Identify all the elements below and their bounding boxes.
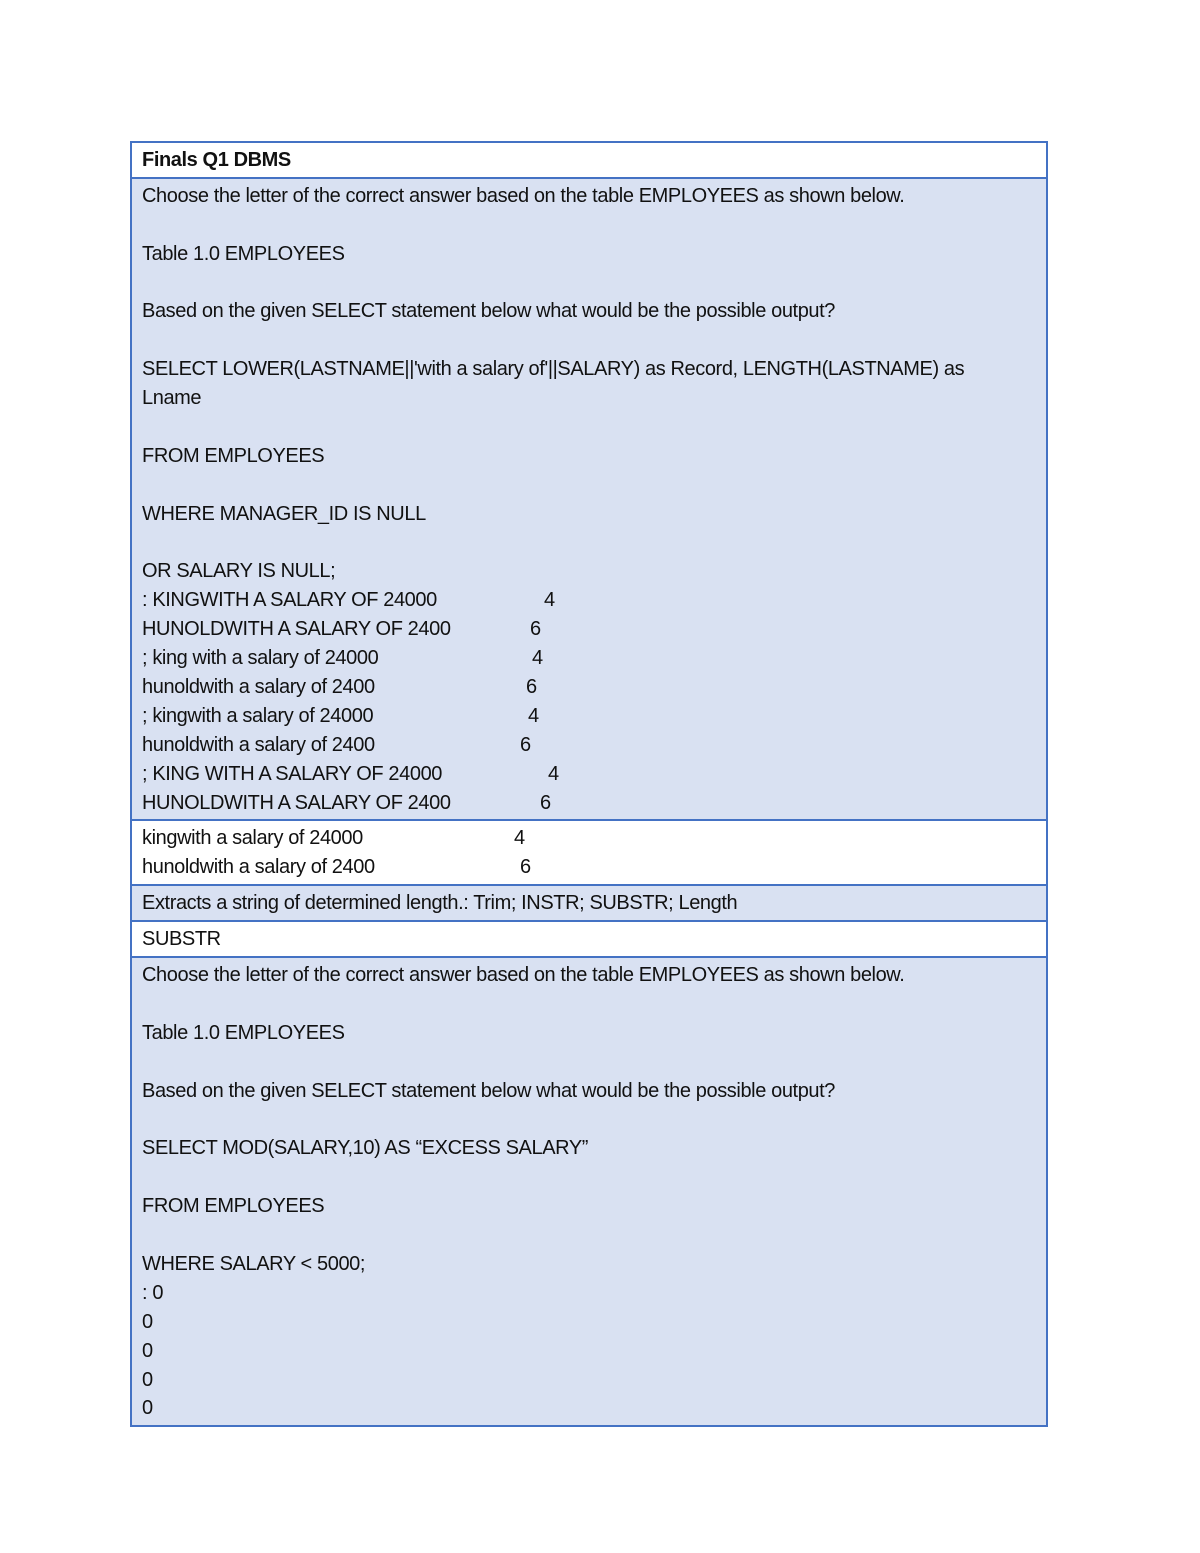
q3-sql-from: FROM EMPLOYEES: [142, 1195, 325, 1218]
question-1: [132, 177, 1046, 820]
a1-line: hunoldwith a salary of 2400 6: [142, 856, 531, 879]
q1-option-line: HUNOLDWITH A SALARY OF 2400 6: [142, 618, 541, 641]
title-row: [132, 143, 1046, 177]
q3-option: 0: [142, 1339, 153, 1362]
q1-option-line: ; kingwith a salary of 24000 4: [142, 704, 539, 727]
q3-option: 0: [142, 1397, 153, 1420]
q1-option-line: HUNOLDWITH A SALARY OF 2400 6: [142, 791, 551, 814]
q1-instruction: Choose the letter of the correct answer based on the table EMPLOYEES as shown below.: [142, 184, 905, 207]
q1-sql-or: OR SALARY IS NULL;: [142, 560, 336, 583]
a1-line: kingwith a salary of 24000 4: [142, 827, 525, 850]
q3-sql-select: SELECT MOD(SALARY,10) AS “EXCESS SALARY”: [142, 1137, 589, 1160]
q1-table-ref: Table 1.0 EMPLOYEES: [142, 242, 345, 265]
q1-sql-select: SELECT LOWER(LASTNAME||'with a salary of'||SALARY) as Record, LENGTH(LASTNAME) as: [142, 358, 965, 381]
q1-sql-where: WHERE MANAGER_ID IS NULL: [142, 502, 426, 525]
q3-table-ref: Table 1.0 EMPLOYEES: [142, 1021, 345, 1044]
q1-option-line: hunoldwith a salary of 2400 6: [142, 733, 531, 756]
q1-option-line: ; king with a salary of 24000 4: [142, 647, 543, 670]
a2-text: SUBSTR: [142, 928, 221, 951]
q3-option: 0: [142, 1368, 153, 1391]
q2-text: Extracts a string of determined length.: Trim; INSTR; SUBSTR; Length: [142, 892, 738, 915]
q3-option: 0: [142, 1310, 153, 1333]
question-3: [132, 956, 1046, 1425]
q1-option-line: hunoldwith a salary of 2400 6: [142, 676, 537, 699]
q1-prompt: Based on the given SELECT statement below what would be the possible output?: [142, 300, 836, 323]
quiz-table: [130, 141, 1048, 1427]
document-title: Finals Q1 DBMS: [142, 149, 291, 171]
answer-2: [132, 920, 1046, 956]
q1-sql-select-cont: Lname: [142, 387, 202, 410]
q1-option-line: : KINGWITH A SALARY OF 24000 4: [142, 589, 555, 612]
q3-instruction: Choose the letter of the correct answer based on the table EMPLOYEES as shown below.: [142, 964, 905, 987]
answer-1: [132, 819, 1046, 884]
q3-option: : 0: [142, 1281, 164, 1304]
q1-sql-from: FROM EMPLOYEES: [142, 444, 325, 467]
question-2: [132, 884, 1046, 920]
q1-option-line: ; KING WITH A SALARY OF 24000 4: [142, 762, 559, 785]
q3-prompt: Based on the given SELECT statement below what would be the possible output?: [142, 1079, 836, 1102]
q3-sql-where: WHERE SALARY < 5000;: [142, 1252, 366, 1275]
